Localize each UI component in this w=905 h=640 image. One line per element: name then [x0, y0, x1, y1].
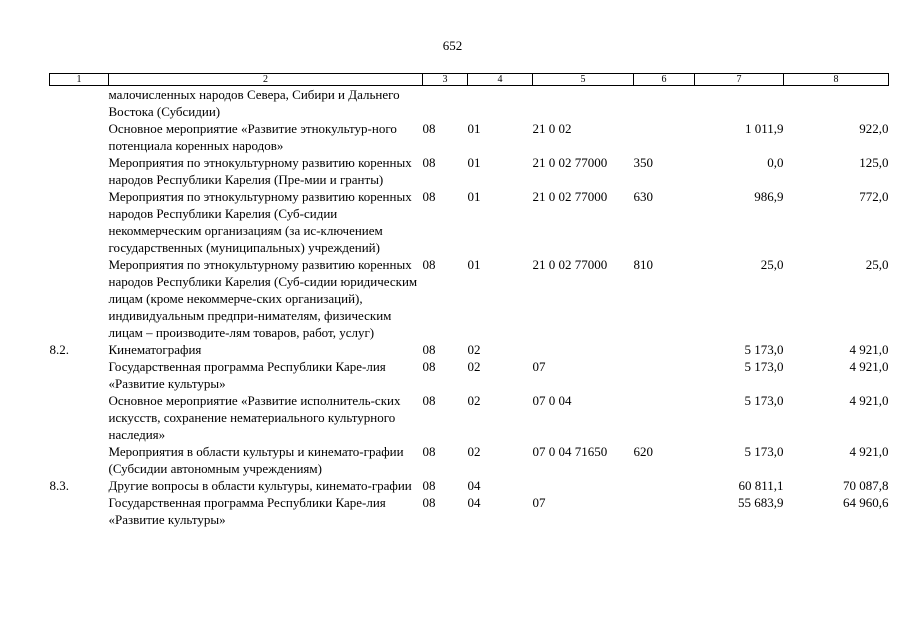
row-name: малочисленных народов Севера, Сибири и Дальнего Востока (Субсидии): [108, 87, 400, 119]
row-name: Другие вопросы в области культуры, кинемато-графии: [108, 478, 412, 493]
row-target-article: 07 0 04 71650: [532, 444, 608, 459]
row-name: Основное мероприятие «Развитие исполнитель-ских искусств, сохранение нематериального культурного наследия»: [108, 393, 401, 442]
header-col-3: 3: [423, 74, 468, 86]
row-amount-year-1: 5 173,0: [744, 444, 784, 459]
table-row: [50, 120, 889, 154]
row-amount-year-2: 25,0: [865, 257, 889, 272]
table-header-row: [50, 74, 889, 86]
row-amount-year-1: 1 011,9: [744, 121, 784, 136]
row-name: Государственная программа Республики Каре-лия «Развитие культуры»: [108, 495, 386, 527]
budget-table: [49, 73, 889, 528]
row-number: [50, 188, 109, 256]
row-name: Государственная программа Республики Каре-лия «Развитие культуры»: [108, 359, 386, 391]
row-subsection: 02: [467, 359, 481, 374]
row-amount-year-2: 4 921,0: [849, 444, 889, 459]
header-col-7: 7: [695, 74, 784, 86]
row-subsection: 02: [467, 393, 481, 408]
row-amount-year-1: 986,9: [754, 189, 784, 204]
row-number: [50, 154, 109, 188]
row-target-article: 21 0 02: [532, 121, 572, 136]
row-target-article: 07 0 04: [532, 393, 572, 408]
row-amount-year-2: 70 087,8: [843, 478, 889, 493]
header-col-6: 6: [634, 74, 695, 86]
row-amount-year-1: 25,0: [760, 257, 784, 272]
row-expense-type: 620: [633, 444, 653, 459]
table-row: [50, 358, 889, 392]
table-row: [50, 443, 889, 477]
row-amount-year-1: [695, 86, 784, 121]
table-row: [50, 392, 889, 443]
row-target-article: 07: [532, 359, 546, 374]
row-amount-year-2: [784, 86, 889, 121]
row-name: Мероприятия в области культуры и кинемато-графии (Субсидии автономным учреждениям): [108, 444, 404, 476]
table-body: [50, 86, 889, 529]
row-expense-type: 350: [633, 155, 653, 170]
row-subsection: 01: [467, 121, 481, 136]
row-expense-type: [634, 341, 695, 358]
row-section: 08: [422, 478, 436, 493]
row-amount-year-2: 4 921,0: [849, 393, 889, 408]
row-number: 8.3.: [49, 478, 69, 493]
row-section: 08: [422, 155, 436, 170]
table-row: [50, 154, 889, 188]
row-section: 08: [422, 444, 436, 459]
row-amount-year-1: 0,0: [767, 155, 784, 170]
row-section: 08: [422, 121, 436, 136]
row-amount-year-2: 922,0: [859, 121, 889, 136]
row-amount-year-2: 772,0: [859, 189, 889, 204]
row-section: 08: [422, 342, 436, 357]
row-amount-year-2: 125,0: [859, 155, 889, 170]
row-number: 8.2.: [49, 342, 69, 357]
header-col-1: 1: [50, 74, 109, 86]
row-name: Кинематография: [108, 342, 202, 357]
row-subsection: 01: [467, 257, 481, 272]
row-name: Основное мероприятие «Развитие этнокультур-ного потенциала коренных народов»: [108, 121, 397, 153]
row-subsection: 01: [467, 155, 481, 170]
row-number: [50, 86, 109, 121]
row-amount-year-1: 55 683,9: [738, 495, 784, 510]
row-amount-year-2: 4 921,0: [849, 342, 889, 357]
row-expense-type: [634, 494, 695, 528]
row-target-article: 21 0 02 77000: [532, 189, 608, 204]
table-row: [50, 494, 889, 528]
table-row: [50, 86, 889, 121]
row-amount-year-2: 64 960,6: [843, 495, 889, 510]
table-row: [50, 188, 889, 256]
row-section: 08: [422, 495, 436, 510]
row-subsection: 04: [467, 495, 481, 510]
page-number: 652: [442, 38, 463, 53]
row-section: 08: [422, 359, 436, 374]
header-col-4: 4: [468, 74, 533, 86]
row-target-article: 21 0 02 77000: [532, 257, 608, 272]
row-expense-type: 630: [633, 189, 653, 204]
row-target-article: [533, 86, 634, 121]
row-expense-type: [634, 86, 695, 121]
header-col-2: 2: [109, 74, 423, 86]
row-expense-type: [634, 358, 695, 392]
row-number: [50, 256, 109, 341]
row-target-article: [533, 477, 634, 494]
row-amount-year-1: 60 811,1: [738, 478, 784, 493]
row-expense-type: [634, 477, 695, 494]
row-target-article: 21 0 02 77000: [532, 155, 608, 170]
table-row: [50, 341, 889, 358]
row-name: Мероприятия по этнокультурному развитию коренных народов Республики Карелия (Суб-сидии некоммерческим организациям (за ис-ключением государственных (муниципальных) учреждений): [108, 189, 412, 255]
row-section: [423, 86, 468, 121]
row-amount-year-1: 5 173,0: [744, 342, 784, 357]
row-number: [50, 358, 109, 392]
row-expense-type: [634, 120, 695, 154]
row-amount-year-1: 5 173,0: [744, 393, 784, 408]
row-number: [50, 494, 109, 528]
row-name: Мероприятия по этнокультурному развитию коренных народов Республики Карелия (Пре-мии и гранты): [108, 155, 412, 187]
row-number: [50, 392, 109, 443]
row-section: 08: [422, 189, 436, 204]
row-amount-year-2: 4 921,0: [849, 359, 889, 374]
row-subsection: 02: [467, 444, 481, 459]
row-target-article: [533, 341, 634, 358]
row-subsection: 02: [467, 342, 481, 357]
row-target-article: 07: [532, 495, 546, 510]
row-number: [50, 120, 109, 154]
table-row: [50, 477, 889, 494]
header-col-5: 5: [533, 74, 634, 86]
row-subsection: 04: [467, 478, 481, 493]
row-expense-type: [634, 392, 695, 443]
row-name: Мероприятия по этнокультурному развитию коренных народов Республики Карелия (Суб-сидии юридическим лицам (кроме некоммерче-ских организаций), индивидуальным предпри-нимателям, физическим лицам – производите-лям товаров, работ, услуг): [108, 257, 418, 340]
header-col-8: 8: [784, 74, 889, 86]
row-expense-type: 810: [633, 257, 653, 272]
row-section: 08: [422, 393, 436, 408]
row-subsection: [468, 86, 533, 121]
row-section: 08: [422, 257, 436, 272]
row-amount-year-1: 5 173,0: [744, 359, 784, 374]
row-number: [50, 443, 109, 477]
table-row: [50, 256, 889, 341]
row-subsection: 01: [467, 189, 481, 204]
